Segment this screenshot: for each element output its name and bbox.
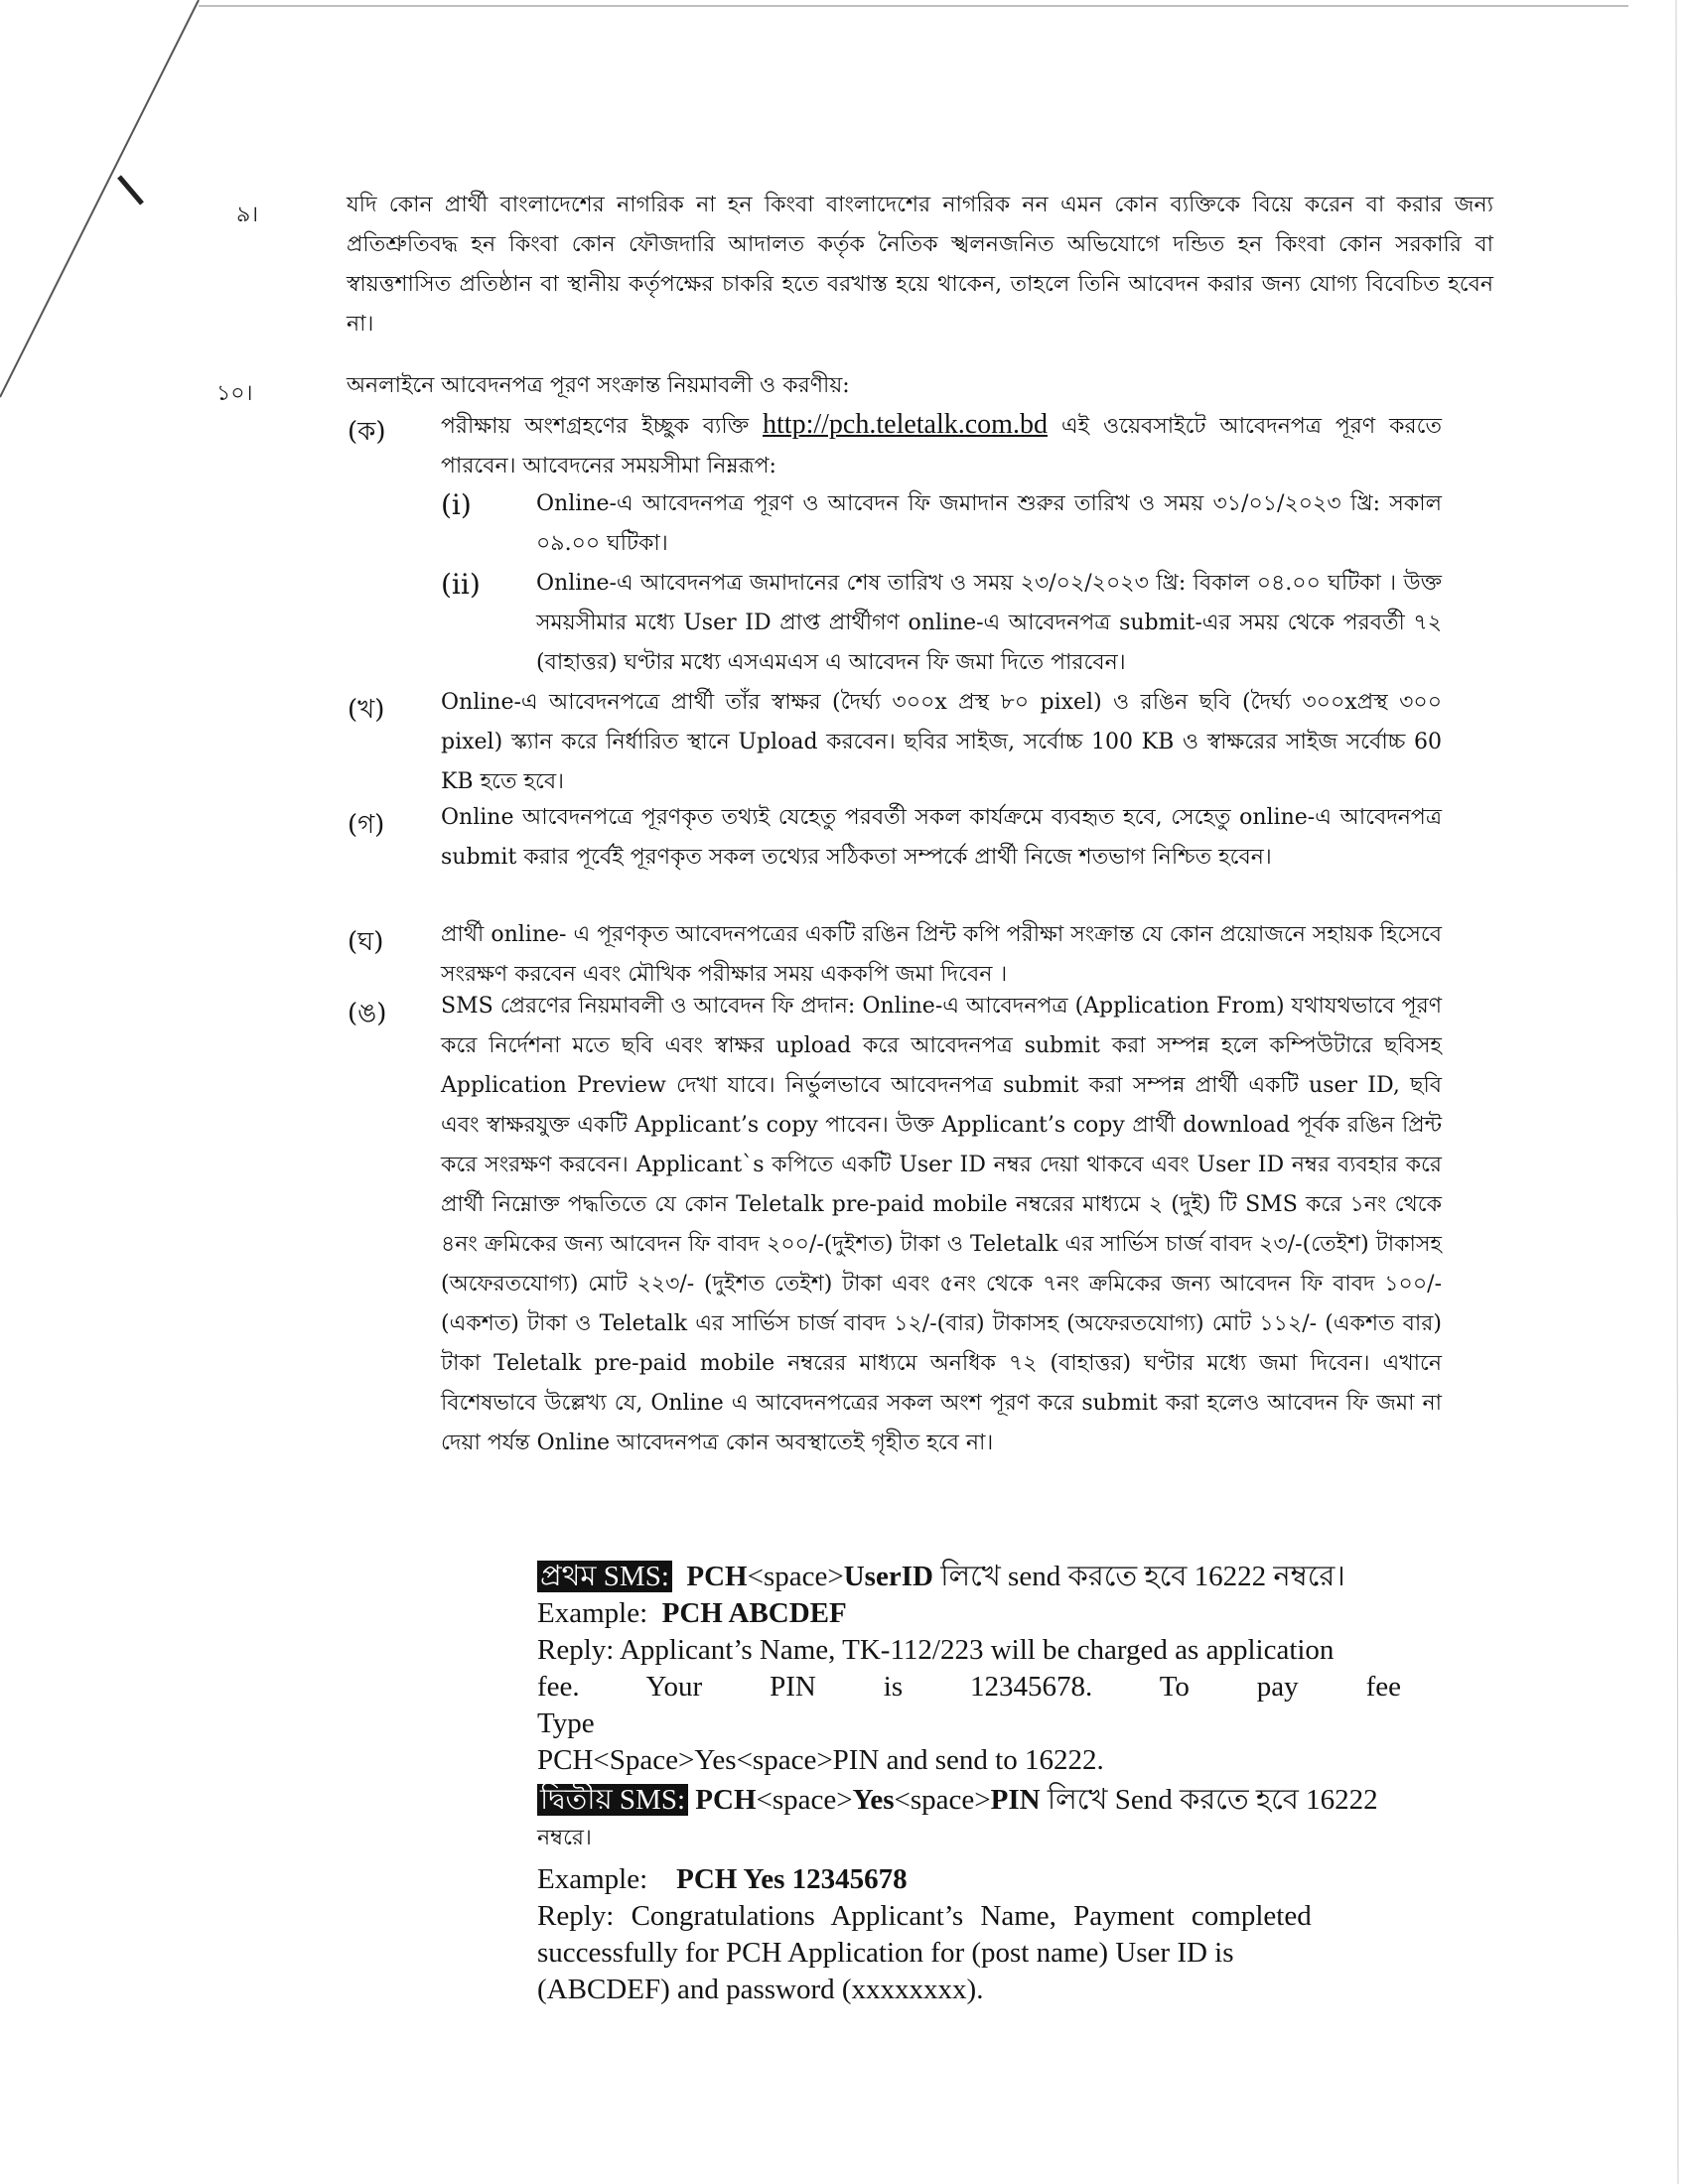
sms-2-cmd-space-1: <space> xyxy=(756,1784,853,1816)
sms-1-instructions xyxy=(537,1559,1401,1779)
item-kha-text: Online-এ আবেদনপত্রে প্রার্থী তাঁর স্বাক্ষর (দৈর্ঘ্য ৩০০x প্রস্থ ৮০ pixel) ও রঙিন ছবি (দৈর্ঘ্য ৩০০xপ্রস্থ ৩০০ pixel) স্ক্যান করে নির্ধারিত স্থানে Upload করবেন। ছবির সাইজ, সর্বোচ্চ 100 KB ও স্বাক্ষরের সাইজ সর্বোচ্চ 60 KB হতে হবে। xyxy=(441,690,1442,794)
sms-2-command-line-cont: নম্বরে। xyxy=(537,1825,592,1849)
item-uma-text: SMS প্রেরণের নিয়মাবলী ও আবেদন ফি প্রদান: Online-এ আবেদনপত্র (Application From) যথাযথভাবে পূরণ করে নির্দেশনা মতে ছবি এবং স্বাক্ষর upload করে আবেদনপত্র submit করা সম্পন্ন হলে কম্পিউটারে ছবিসহ Application Preview দেখা যাবে। নির্ভুলভাবে আবেদনপত্র submit করা সম্পন্ন প্রার্থী একটি user ID, ছবি এবং স্বাক্ষরযুক্ত একটি Applicant’s copy পাবেন। উক্ত Applicant’s copy প্রার্থী download পূর্বক রঙিন প্রিন্ট করে সংরক্ষণ করবেন। Applicant`s কপিতে একটি User ID নম্বর দেয়া থাকবে এবং User ID নম্বর ব্যবহার করে প্রার্থী নিম্নোক্ত পদ্ধতিতে যে কোন Teletalk pre-paid mobile নম্বরের মাধ্যমে ২ (দুই) টি SMS করে ১নং থেকে ৪নং ক্রমিকের জন্য আবেদন ফি বাবদ ২০০/-(দুইশত) টাকা ও Teletalk এর সার্ভিস চার্জ বাবদ ২৩/-(তেইশ) টাকাসহ (অফেরতযোগ্য) মোট ২২৩/- (দুইশত তেইশ) টাকা এবং ৫নং থেকে ৭নং ক্রমিকের জন্য আবেদন ফি বাবদ ১০০/-(একশত) টাকা ও Teletalk এর সার্ভিস চার্জ বাবদ ১২/-(বার) টাকাসহ (অফেরতযোগ্য) মোট ১১২/- (একশত বার) টাকা Teletalk pre-paid mobile নম্বরের মাধ্যমে অনধিক ৭২ (বাহাত্তর) ঘণ্টার মধ্যে জমা দিবেন। এখানে বিশেষভাবে উল্লেখ্য যে, Online এ আবেদনপত্রের সকল অংশ পূরণ করে submit করা হলেও আবেদন ফি জমা না দেয়া পর্যন্ত Online আবেদনপত্র কোন অবস্থাতেই গৃহীত হবে না। xyxy=(441,994,1442,1455)
item-ga-label: (গ) xyxy=(348,810,385,840)
section-10-heading: অনলাইনে আবেদনপত্র পূরণ সংক্রান্ত নিয়মাবলী ও করণীয়: xyxy=(347,373,850,398)
sms-1-cmd-space: <space> xyxy=(747,1561,844,1592)
sms-1-tag: প্রথম SMS: xyxy=(537,1561,672,1592)
item-gha-label: (ঘ) xyxy=(348,927,384,957)
item-ka-i-label: (i) xyxy=(441,488,472,521)
item-ka-label: (ক) xyxy=(348,417,386,447)
sms-1-cmd-userid: UserID xyxy=(843,1561,933,1592)
sms-1-example-line xyxy=(537,1595,1401,1632)
sms-1-cmd-send: লিখে send করতে হবে 16222 নম্বরে। xyxy=(932,1561,1345,1592)
item-ka-text xyxy=(441,405,1442,486)
sms-2-cmd-space-2: <space> xyxy=(894,1784,991,1816)
sms-2-example-value: PCH Yes 12345678 xyxy=(676,1863,908,1895)
sms-2-reply-line-3: (ABCDEF) and password (xxxxxxxx). xyxy=(537,1974,984,2005)
sms-2-example-line xyxy=(537,1861,1401,1898)
sms-2-instructions xyxy=(537,1782,1401,2008)
sms-2-reply-line-1: Reply: Congratulations Applicant’s Name, Payment completed xyxy=(537,1900,1312,1932)
sms-2-command-line xyxy=(537,1782,1401,1819)
sms-2-example-label: Example: xyxy=(537,1863,648,1895)
teletalk-website-link[interactable]: http://pch.teletalk.com.bd xyxy=(763,409,1048,440)
item-ka-i-text: Online-এ আবেদনপত্র পূরণ ও আবেদন ফি জমাদান শুরুর তারিখ ও সময় ৩১/০১/২০২৩ খ্রি: সকাল ০৯.০০ ঘটিকা। xyxy=(536,491,1442,556)
section-10-number: ১০। xyxy=(216,381,253,406)
sms-1-reply-line-1: Reply: Applicant’s Name, TK-112/223 will be charged as application xyxy=(537,1634,1335,1666)
item-ka-ii-label: (ii) xyxy=(441,568,481,601)
sms-1-example-value: PCH ABCDEF xyxy=(661,1597,847,1629)
section-9-number: ৯। xyxy=(236,203,259,227)
item-uma-label: (ঙ) xyxy=(348,999,387,1028)
sms-1-cmd-pch: PCH xyxy=(686,1561,748,1592)
sms-2-tag: দ্বিতীয় SMS: xyxy=(537,1784,688,1816)
sms-1-command-line xyxy=(537,1559,1401,1595)
item-ka-text-before: পরীক্ষায় অংশগ্রহণের ইচ্ছুক ব্যক্তি xyxy=(441,414,764,439)
sms-1-example-label: Example: xyxy=(537,1597,648,1629)
item-gha-text: প্রার্থী online- এ পূরণকৃত আবেদনপত্রের একটি রঙিন প্রিন্ট কপি পরীক্ষা সংক্রান্ত যে কোন প্রয়োজনে সহায়ক হিসেবে সংরক্ষণ করবেন এবং মৌখিক পরীক্ষার সময় এককপি জমা দিবেন । xyxy=(441,922,1442,987)
item-ka-ii-text: Online-এ আবেদনপত্র জমাদানের শেষ তারিখ ও সময় ২৩/০২/২০২৩ খ্রি: বিকাল ০৪.০০ ঘটিকা । উক্ত সময়সীমার মধ্যে User ID প্রাপ্ত প্রার্থীগণ online-এ আবেদনপত্র submit-এর সময় থেকে পরবর্তী ৭২ (বাহাত্তর) ঘণ্টার মধ্যে এসএমএস এ আবেদন ফি জমা দিতে পারবেন। xyxy=(536,571,1442,675)
sms-2-cmd-yes: Yes xyxy=(852,1784,895,1816)
item-ga-text: Online আবেদনপত্রে পূরণকৃত তথ্যই যেহেতু পরবর্তী সকল কার্যক্রমে ব্যবহৃত হবে, সেহেতু online-এ আবেদনপত্র submit করার পূর্বেই পূরণকৃত সকল তথ্যের সঠিকতা সম্পর্কে প্রার্থী নিজে শতভাগ নিশ্চিত হবেন। xyxy=(441,805,1442,870)
sms-2-cmd-pch: PCH xyxy=(695,1784,757,1816)
sms-2-cmd-send: লিখে Send করতে হবে 16222 xyxy=(1040,1784,1378,1816)
sms-2-reply-line-2: successfully for PCH Application for (post name) User ID is xyxy=(537,1937,1234,1969)
item-kha-label: (খ) xyxy=(348,695,385,725)
sms-2-cmd-pin: PIN xyxy=(990,1784,1041,1816)
section-9-text: যদি কোন প্রার্থী বাংলাদেশের নাগরিক না হন কিংবা বাংলাদেশের নাগরিক নন এমন কোন ব্যক্তিকে বিয়ে করেন বা করার জন্য প্রতিশ্রুতিবদ্ধ হন কিংবা কোন ফৌজদারি আদালত কর্তৃক নৈতিক স্খলনজনিত অভিযোগে দন্ডিত হন কিংবা কোন সরকারি বা স্বায়ত্তশাসিত প্রতিষ্ঠান বা স্থানীয় কর্তৃপক্ষের চাকরি হতে বরখাস্ত হয়ে থাকেন, তাহলে তিনি আবেদন করার জন্য যোগ্য বিবেচিত হবেন না। xyxy=(347,193,1493,337)
item-ka-text-after: এই ওয়েবসাইটে আবেদনপত্র পূরণ করতে পারবেন। আবেদনের সময়সীমা নিম্নরূপ: xyxy=(441,414,1442,478)
sms-1-reply-line-3: PCH<Space>Yes<space>PIN and send to 16222. xyxy=(537,1744,1104,1776)
sms-1-reply-line-2: fee. Your PIN is 12345678. To pay fee Type xyxy=(537,1671,1401,1739)
